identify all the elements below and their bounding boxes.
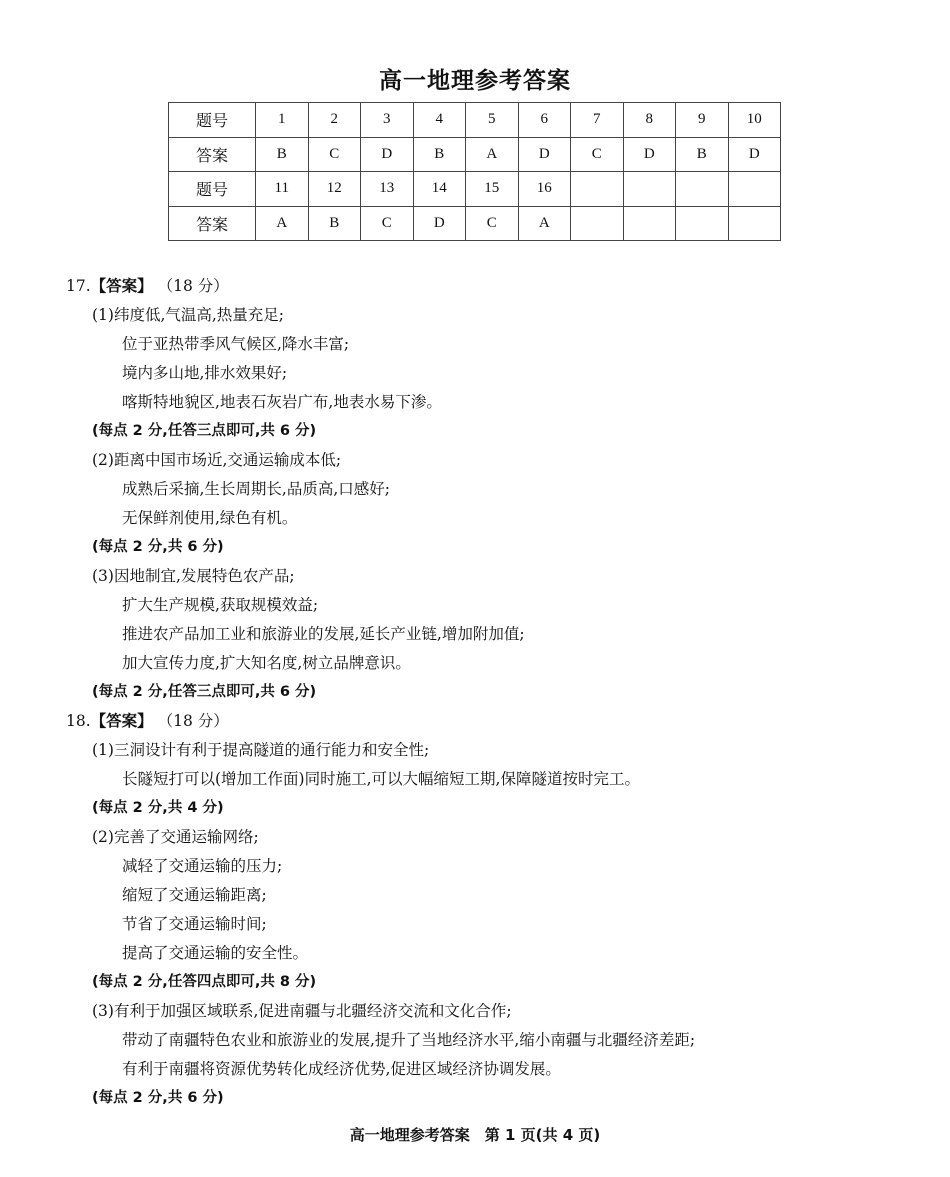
table-cell: 12: [308, 172, 361, 207]
question-18-heading: [66, 707, 926, 736]
answer-tag: 【答案】: [90, 277, 153, 295]
table-cell: B: [413, 137, 466, 172]
table-row-header: 答案: [169, 206, 256, 241]
table-cell: D: [623, 137, 676, 172]
table-cell: 16: [518, 172, 571, 207]
table-cell: 9: [676, 103, 729, 138]
table-cell: 13: [361, 172, 414, 207]
table-row-header: 题号: [169, 103, 256, 138]
table-cell: B: [676, 137, 729, 172]
table-cell: [676, 172, 729, 207]
table-cell: [728, 206, 781, 241]
answer-line: 成熟后采摘,生长周期长,品质高,口感好;: [122, 480, 391, 498]
sub-question-line: (2)距离中国市场近,交通运输成本低;: [92, 451, 342, 469]
table-cell: [728, 172, 781, 207]
table-cell: 4: [413, 103, 466, 138]
sub-question-line: (3)因地制宜,发展特色农产品;: [92, 567, 295, 585]
answer-line: 减轻了交通运输的压力;: [122, 857, 283, 875]
table-cell: A: [518, 206, 571, 241]
question-18-body: [66, 736, 926, 1113]
scoring-note: (每点 2 分,共 6 分): [92, 1090, 224, 1106]
table-cell: A: [256, 206, 309, 241]
table-cell: B: [256, 137, 309, 172]
answer-line: 有利于南疆将资源优势转化成经济优势,促进区域经济协调发展。: [122, 1060, 561, 1078]
table-cell: 14: [413, 172, 466, 207]
answer-line: 节省了交通运输时间;: [122, 915, 267, 933]
answer-line: 加大宣传力度,扩大知名度,树立品牌意识。: [122, 654, 411, 672]
question-points: （18 分）: [157, 712, 229, 730]
table-cell: [623, 172, 676, 207]
sub-question-line: (1)三洞设计有利于提高隧道的通行能力和安全性;: [92, 741, 430, 759]
scoring-note: (每点 2 分,任答四点即可,共 8 分): [92, 974, 317, 990]
answer-line: 推进农产品加工业和旅游业的发展,延长产业链,增加附加值;: [122, 625, 525, 643]
sub-question-line: (1)纬度低,气温高,热量充足;: [92, 306, 285, 324]
table-cell: 8: [623, 103, 676, 138]
answer-tag: 【答案】: [90, 712, 153, 730]
table-row-header: 题号: [169, 172, 256, 207]
table-cell: D: [413, 206, 466, 241]
answer-content: [66, 272, 926, 1113]
answer-line: 缩短了交通运输距离;: [122, 886, 267, 904]
table-cell: 3: [361, 103, 414, 138]
page-footer: 高一地理参考答案 第 1 页(共 4 页): [349, 1126, 601, 1144]
sub-question-line: (2)完善了交通运输网络;: [92, 828, 259, 846]
answer-line: 喀斯特地貌区,地表石灰岩广布,地表水易下渗。: [122, 393, 442, 411]
table-cell: [676, 206, 729, 241]
scoring-note: (每点 2 分,任答三点即可,共 6 分): [92, 684, 317, 700]
table-row: [169, 103, 781, 138]
table-cell: 11: [256, 172, 309, 207]
answer-line: 提高了交通运输的安全性。: [122, 944, 309, 962]
table-cell: [571, 172, 624, 207]
table-row-header: 答案: [169, 137, 256, 172]
scoring-note: (每点 2 分,共 6 分): [92, 539, 224, 555]
sub-question-line: (3)有利于加强区域联系,促进南疆与北疆经济交流和文化合作;: [92, 1002, 512, 1020]
answer-line: 带动了南疆特色农业和旅游业的发展,提升了当地经济水平,缩小南疆与北疆经济差距;: [122, 1031, 696, 1049]
table-cell: C: [308, 137, 361, 172]
table-cell: A: [466, 137, 519, 172]
answer-line: 长隧短打可以(增加工作面)同时施工,可以大幅缩短工期,保障隧道按时完工。: [122, 770, 640, 788]
table-cell: C: [361, 206, 414, 241]
answer-line: 扩大生产规模,获取规模效益;: [122, 596, 319, 614]
table-cell: D: [361, 137, 414, 172]
table-cell: 5: [466, 103, 519, 138]
table-cell: B: [308, 206, 361, 241]
table-cell: 10: [728, 103, 781, 138]
answer-line: 境内多山地,排水效果好;: [122, 364, 288, 382]
scoring-note: (每点 2 分,共 4 分): [92, 800, 224, 816]
question-17-heading: [66, 272, 926, 301]
table-cell: C: [466, 206, 519, 241]
table-cell: C: [571, 137, 624, 172]
question-number: 18.: [66, 712, 91, 730]
answer-table: [168, 102, 781, 241]
table-row: [169, 172, 781, 207]
question-17-body: [66, 301, 926, 707]
table-cell: D: [728, 137, 781, 172]
table-cell: [571, 206, 624, 241]
table-cell: 2: [308, 103, 361, 138]
table-row: [169, 206, 781, 241]
table-cell: D: [518, 137, 571, 172]
table-row: [169, 137, 781, 172]
table-cell: [623, 206, 676, 241]
table-cell: 6: [518, 103, 571, 138]
answer-line: 无保鲜剂使用,绿色有机。: [122, 509, 298, 527]
table-cell: 15: [466, 172, 519, 207]
question-points: （18 分）: [157, 277, 229, 295]
table-cell: 1: [256, 103, 309, 138]
scoring-note: (每点 2 分,任答三点即可,共 6 分): [92, 423, 317, 439]
answer-line: 位于亚热带季风气候区,降水丰富;: [122, 335, 350, 353]
question-number: 17.: [66, 277, 91, 295]
table-cell: 7: [571, 103, 624, 138]
page-title: 高一地理参考答案: [379, 68, 571, 94]
